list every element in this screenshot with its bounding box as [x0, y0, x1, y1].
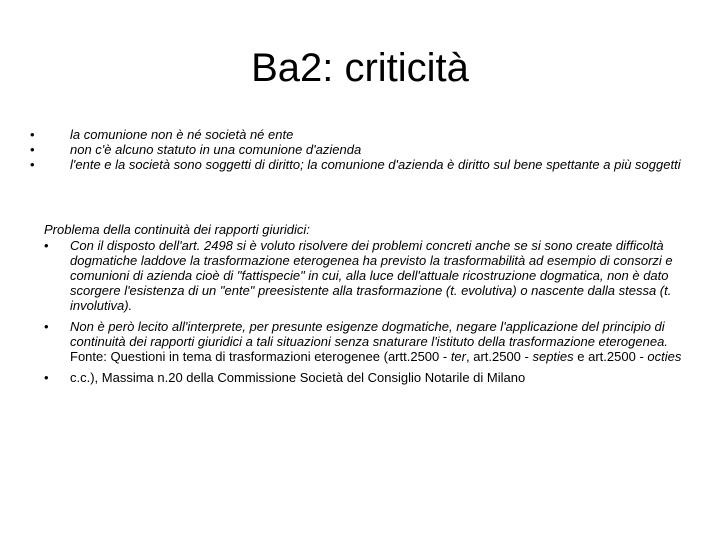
section-heading: Problema della continuità dei rapporti giuridici:: [44, 222, 310, 237]
bullet-text: l'ente e la società sono soggetti di diritto; la comunione d'azienda è diritto sul bene spettante a più soggetti: [70, 157, 681, 172]
bullet-text: non c'è alcuno statuto in una comunione d'azienda: [70, 142, 362, 157]
list-item: [44, 319, 684, 364]
list-item: [44, 370, 684, 385]
bullet-marker: •: [30, 157, 35, 172]
list-item: [44, 238, 684, 313]
list-item: [30, 127, 690, 142]
bullet-marker: •: [44, 238, 49, 253]
bullet-text: [70, 319, 681, 364]
article-suffix: octies: [647, 349, 682, 364]
continuity-section: [44, 222, 684, 385]
section-bullet-list: [44, 238, 684, 385]
bullet-text: Con il disposto dell'art. 2498 si è voluto risolvere dei problemi concreti anche se si sono create difficoltà dogmatiche laddove la trasformazione eterogenea ha previsto la trasformabilità ad esempio di consorzi e comunioni di azienda cioè di "fattispecie" in cui, alla luce dell'attuale ricostruzione dogmatica, non è dato scorgere l'esistenza di un "ente" preesistente alla trasformazione (t. evolutiva) o nascente dalla stessa (t. involutiva).: [70, 238, 673, 313]
source-text: e art.2500 -: [573, 349, 648, 364]
bullet-marker: •: [44, 370, 49, 385]
list-item: [30, 142, 690, 157]
bullet-marker: •: [30, 127, 35, 142]
bullet-marker: •: [44, 319, 49, 334]
bullet-italic-text: Non è però lecito all'interprete, per presunte esigenze dogmatiche, negare l'applicazione del principio di continuità dei rapporti giuridici a tali situazioni senza snaturare l'istituto della trasformazione eterogenea.: [70, 319, 668, 349]
article-suffix: ter: [450, 349, 466, 364]
list-item: [30, 157, 690, 172]
article-suffix: septies: [532, 349, 574, 364]
source-text: , art.2500 -: [465, 349, 533, 364]
bullet-marker: •: [30, 142, 35, 157]
bullet-text: la comunione non è né società né ente: [70, 127, 294, 142]
bullet-text: c.c.), Massima n.20 della Commissione Società del Consiglio Notarile di Milano: [70, 370, 526, 385]
top-bullet-list: [30, 127, 690, 172]
slide-title: Ba2: criticità: [251, 46, 469, 90]
source-text: Fonte: Questioni in tema di trasformazioni eterogenee (artt.2500 -: [70, 349, 451, 364]
